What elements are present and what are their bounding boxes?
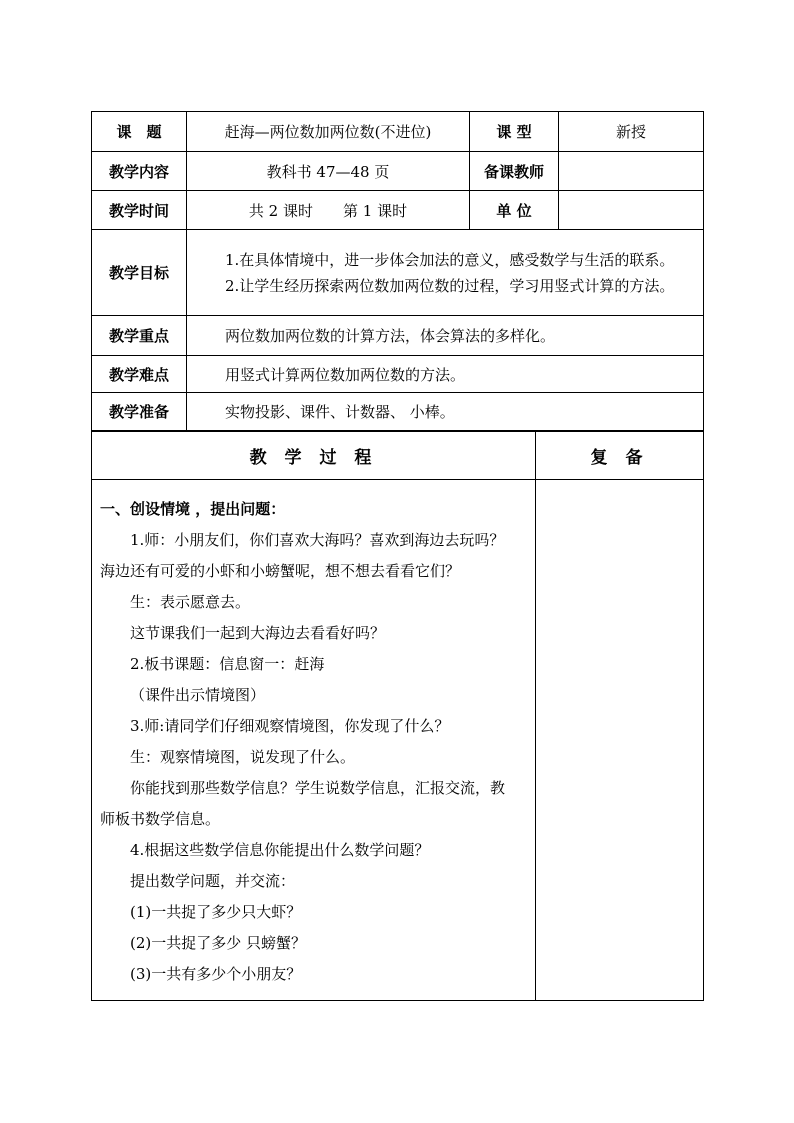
objective-item: 1.在具体情境中，进一步体会加法的意义，感受数学与生活的联系。 [225, 250, 675, 269]
content-value: 教科书 47—48 页 [187, 152, 470, 191]
process-line: 海边还有可爱的小虾和小螃蟹呢，想不想去看看它们？ [100, 562, 461, 580]
preparation-value: 实物投影、课件、计数器、 小棒。 [187, 393, 704, 431]
teacher-label: 备课教师 [470, 152, 559, 191]
content-label: 教学内容 [92, 152, 187, 191]
section-heading: 一、创设情境 ，提出问题： [100, 500, 286, 518]
process-line: 这节课我们一起到大海边去看看好吗？ [130, 624, 386, 642]
review-title: 复 备 [536, 432, 704, 480]
process-line: 3.师:请同学们仔细观察情境图，你发现了什么？ [130, 717, 450, 735]
process-line: (3)一共有多少个小朋友？ [130, 965, 302, 983]
key-point-value: 两位数加两位数的计算方法，体会算法的多样化。 [187, 316, 704, 356]
process-body [92, 480, 536, 1001]
process-line: 4.根据这些数学信息你能提出什么数学问题？ [130, 841, 430, 859]
type-value: 新授 [559, 112, 704, 152]
objectives-cell [187, 230, 704, 316]
teacher-value [559, 152, 704, 191]
unit-value [559, 191, 704, 230]
topic-value: 赶海—两位数加两位数(不进位) [187, 112, 470, 152]
key-point-label: 教学重点 [92, 316, 187, 356]
process-line: (1)一共捉了多少只大虾？ [130, 903, 302, 921]
process-line: 2.板书课题：信息窗一：赶海 [130, 655, 325, 673]
time-label: 教学时间 [92, 191, 187, 230]
review-notes-cell [536, 480, 704, 1001]
difficulty-label: 教学难点 [92, 356, 187, 393]
process-line: 生：观察情境图，说发现了什么。 [130, 748, 356, 766]
process-line: (2)一共捉了多少 只螃蟹？ [130, 934, 307, 952]
difficulty-value: 用竖式计算两位数加两位数的方法。 [187, 356, 704, 393]
process-line: 你能找到那些数学信息？学生说数学信息，汇报交流，教 [130, 779, 506, 797]
process-line: 提出数学问题，并交流： [130, 872, 296, 890]
teaching-process-table [91, 431, 704, 1001]
process-title: 教 学 过 程 [92, 432, 536, 480]
type-label: 课 型 [470, 112, 559, 152]
objective-item: 2.让学生经历探索两位数加两位数的过程，学习用竖式计算的方法。 [225, 276, 675, 295]
topic-label: 课 题 [92, 112, 187, 152]
process-line: 师板书数学信息。 [100, 810, 221, 828]
objectives-label: 教学目标 [92, 230, 187, 316]
lesson-info-table [91, 111, 704, 431]
preparation-label: 教学准备 [92, 393, 187, 431]
process-line: 1.师：小朋友们，你们喜欢大海吗？喜欢到海边去玩吗？ [130, 531, 505, 549]
unit-label: 单 位 [470, 191, 559, 230]
process-line: （课件出示情境图） [130, 686, 266, 704]
process-line: 生：表示愿意去。 [130, 593, 251, 611]
time-value: 共 2 课时 第 1 课时 [187, 191, 470, 230]
